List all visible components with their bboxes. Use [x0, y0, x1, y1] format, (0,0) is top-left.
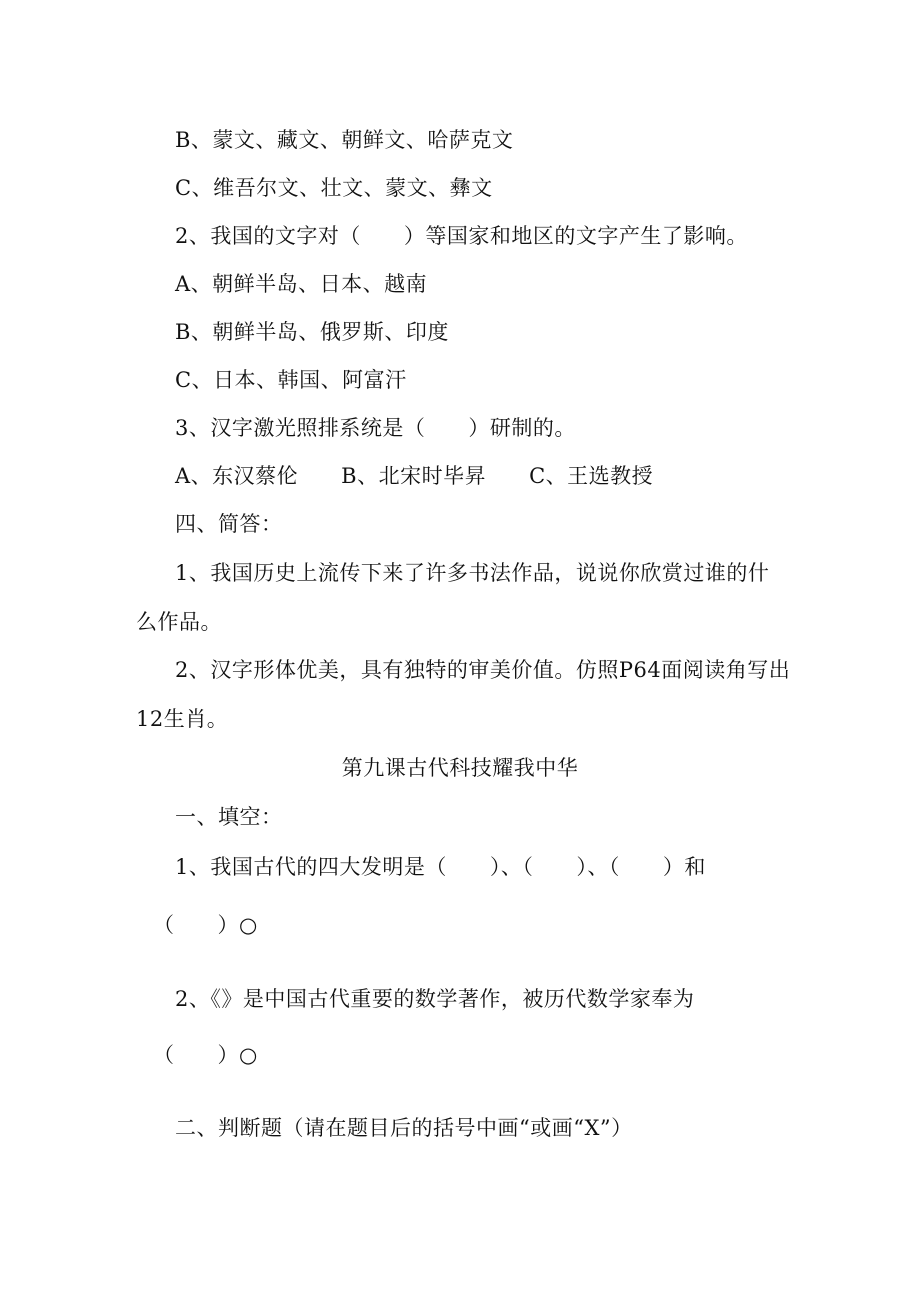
section-fill-blank-heading: 一、填空： [175, 805, 283, 829]
short-answer-2-line-1: 2、汉字形体优美，具有独特的审美价值。仿照P64面阅读角写出 [175, 658, 791, 682]
question-2-influence: 2、我国的文字对（ ）等国家和地区的文字产生了影响。 [175, 224, 748, 248]
option-a-regions: A、朝鲜半岛、日本、越南 [175, 272, 428, 296]
option-c-scripts: C、维吾尔文、壮文、蒙文、彝文 [175, 176, 493, 200]
fill-blank-1-line-1: 1、我国古代的四大发明是（ ）、（ ）、（ ）和 [175, 855, 706, 879]
section-true-false-heading: 二、判断题（请在题目后的括号中画“或画“X”） [175, 1116, 633, 1140]
short-answer-2-line-2: 12生肖。 [136, 707, 229, 731]
option-b-scripts: B、蒙文、藏文、朝鲜文、哈萨克文 [175, 128, 514, 152]
fill-blank-1-line-2: （ ）○ [153, 913, 258, 937]
question-3-typesetting: 3、汉字激光照排系统是（ ）研制的。 [175, 416, 576, 440]
fill-blank-2-line-1: 2、《》是中国古代重要的数学著作，被历代数学家奉为 [175, 987, 695, 1011]
option-c-regions: C、日本、韩国、阿富汗 [175, 368, 407, 392]
fill-blank-2-line-2: （ ）○ [153, 1043, 258, 1067]
options-inventors: A、东汉蔡伦 B、北宋时毕昇 C、王选教授 [175, 464, 654, 488]
option-b-regions: B、朝鲜半岛、俄罗斯、印度 [175, 320, 449, 344]
lesson-9-title: 第九课古代科技耀我中华 [341, 756, 579, 780]
short-answer-1-line-1: 1、我国历史上流传下来了许多书法作品，说说你欣赏过谁的什 [175, 561, 770, 585]
short-answer-1-line-2: 么作品。 [136, 610, 222, 634]
section-short-answer-heading: 四、简答： [175, 512, 283, 536]
